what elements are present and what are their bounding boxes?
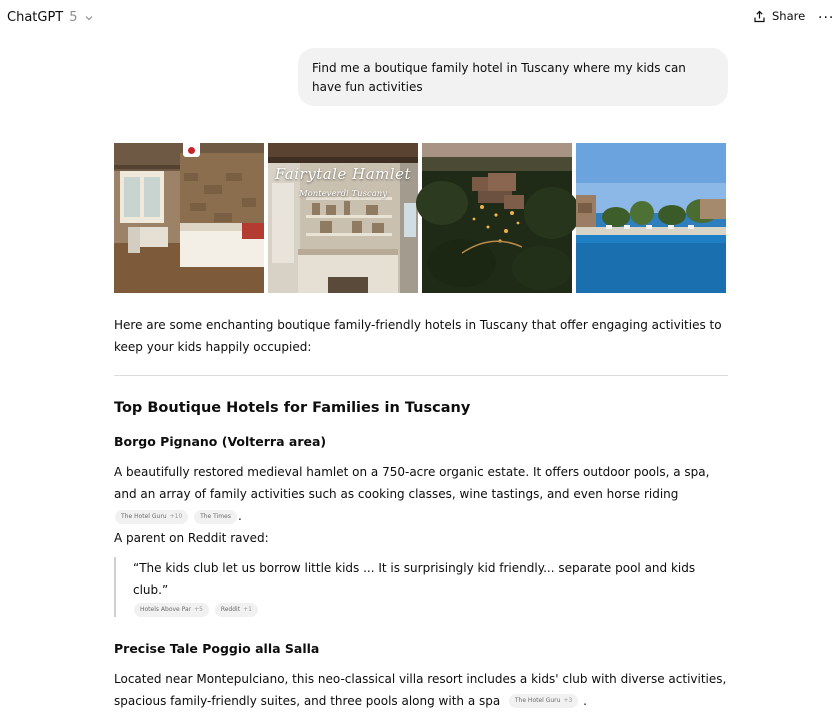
hotel-name: Borgo Pignano (Volterra area): [114, 434, 327, 449]
citation-extra: +3: [563, 697, 573, 704]
model-name: ChatGPT: [7, 10, 64, 25]
more-options-button[interactable]: ···: [818, 10, 835, 26]
citation-source: The Times: [200, 512, 231, 520]
citation-source: Hotels Above Par: [140, 605, 192, 613]
citation-extra: +1: [243, 605, 252, 613]
bedroom-image: [114, 143, 264, 293]
hotel-photo-kitchen[interactable]: [268, 143, 418, 293]
photo-caption-subtitle: Monteverdi Tuscany: [298, 189, 388, 199]
pool-image: [576, 143, 726, 293]
assistant-response: [114, 314, 728, 720]
citation-source: The Hotel Guru: [514, 697, 561, 704]
citation-chip[interactable]: [215, 603, 258, 617]
hotel-description: [114, 461, 728, 549]
citation-chip[interactable]: [134, 603, 209, 617]
share-button[interactable]: [753, 9, 805, 23]
quote-citations: [133, 602, 728, 617]
citation-source: The Hotel Guru: [121, 512, 167, 520]
citation-chip[interactable]: [509, 694, 578, 708]
period: .: [583, 693, 587, 708]
share-label: Share: [772, 9, 806, 23]
user-message-bubble: Find me a boutique family hotel in Tuscany where my kids can have fun activities: [298, 48, 728, 106]
chevron-down-icon: [84, 13, 94, 23]
hotel-description: [114, 668, 728, 712]
response-heading: Top Boutique Hotels for Families in Tuscany: [114, 400, 471, 416]
hotel-description-text: Located near Montepulciano, this neo-classical villa resort includes a kids' club with diverse activities, spacious family-friendly suites, and three pools along with a spa: [114, 671, 727, 708]
top-bar: [0, 0, 836, 38]
model-selector[interactable]: [7, 10, 94, 25]
quote-text: “The kids club let us borrow little kids ... It is surprisingly kid friendly... separate pool and kids club.”: [133, 561, 696, 597]
hotel-photo-bedroom[interactable]: [114, 143, 264, 293]
citation-extra: +5: [194, 605, 204, 613]
image-gallery: [114, 143, 728, 293]
period: .: [237, 509, 242, 523]
section-divider: [114, 375, 728, 376]
share-icon: [753, 10, 766, 23]
citation-chip[interactable]: [194, 510, 237, 524]
hotel-name: Precise Tale Poggio alla Salla: [114, 640, 320, 656]
citation-chip[interactable]: [115, 510, 188, 524]
citation-extra: +10: [169, 512, 183, 520]
model-version: 5: [69, 10, 78, 25]
citation-source: Reddit: [220, 605, 241, 613]
reddit-lead: A parent on Reddit raved:: [114, 531, 269, 545]
hotel-photo-pool[interactable]: [576, 143, 726, 293]
village-aerial-image: [422, 143, 572, 293]
hotel-photo-village[interactable]: [422, 143, 572, 293]
response-intro: Here are some enchanting boutique family-friendly hotels in Tuscany that offer engaging activities to keep your kids happily occupied:: [114, 318, 722, 354]
reddit-quote: [114, 557, 728, 617]
pin-badge: [183, 143, 200, 157]
hotel-description-text: A beautifully restored medieval hamlet on a 750-acre organic estate. It offers outdoor pools, a spa, and an array of family activities such as cooking classes, wine tastings, and even horse riding: [114, 465, 710, 501]
photo-caption-title: Fairytale Hamlet: [274, 165, 412, 183]
